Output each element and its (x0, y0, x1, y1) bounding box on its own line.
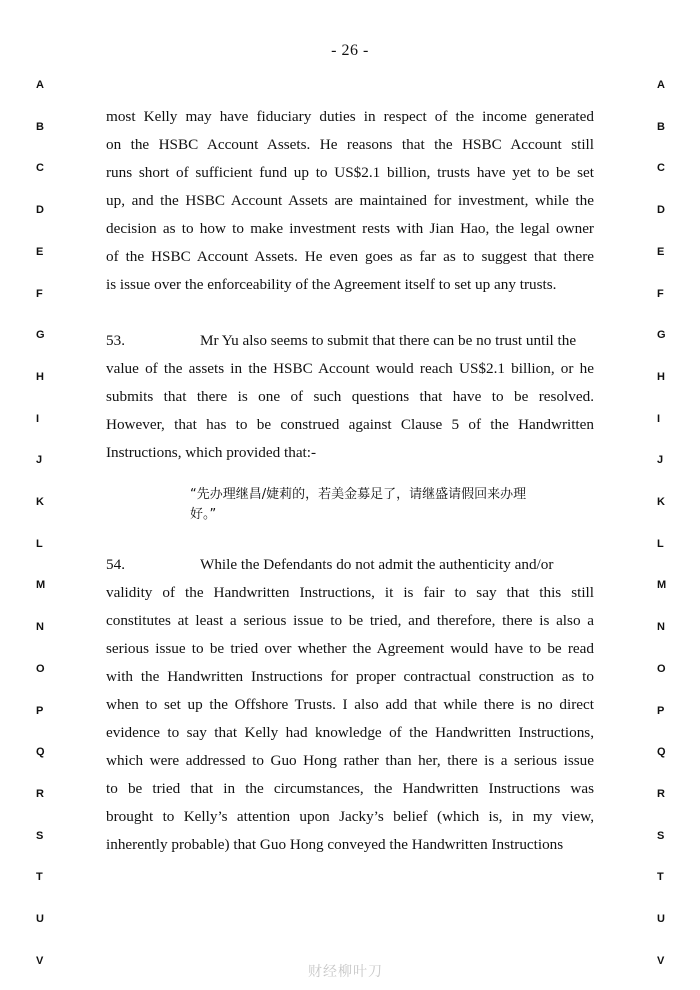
paragraph-continuation (106, 103, 594, 299)
margin-letter-left: C (36, 162, 44, 174)
margin-letter-right: E (657, 246, 665, 258)
text-line: serious issue to be tried over whether the Agreement would have to be read (106, 640, 594, 657)
margin-letter-right: T (657, 871, 664, 883)
text-line: Mr Yu also seems to submit that there can be no trust until the (200, 332, 577, 349)
margin-letter-right: J (657, 454, 664, 466)
margin-letter-left: T (36, 871, 43, 883)
margin-letter-right: G (657, 329, 666, 341)
margin-letter-right: A (657, 79, 665, 91)
margin-letter-left: J (36, 454, 43, 466)
margin-letter-left: N (36, 621, 44, 633)
text-line: on the HSBC Account Assets. He reasons that the HSBC Account still (106, 136, 594, 153)
text-line: with the Handwritten Instructions for proper contractual construction as to (106, 668, 594, 685)
margin-letter-right: M (657, 579, 667, 591)
margin-letter-left: I (36, 413, 40, 425)
margin-letter-left: M (36, 579, 46, 591)
margin-letter-left: K (36, 496, 44, 508)
margin-letter-right: D (657, 204, 665, 216)
margin-letter-left: E (36, 246, 44, 258)
text-line: runs short of sufficient fund up to US$2.1 billion, trusts have yet to be set (106, 164, 594, 181)
margin-letter-left: G (36, 329, 45, 341)
margin-letter-left: U (36, 913, 44, 925)
paragraph-first-line (106, 327, 594, 355)
margin-letter-right: B (657, 121, 665, 133)
margin-letter-right: F (657, 288, 664, 300)
margin-letter-right: I (657, 413, 661, 425)
paragraph-53 (106, 327, 594, 467)
margin-letter-right: L (657, 538, 664, 550)
watermark: 财经柳叶刀 (308, 964, 383, 980)
page-number: - 26 - (331, 42, 369, 59)
margin-letter-right: C (657, 162, 665, 174)
margin-letter-right: Q (657, 746, 666, 758)
text-line: most Kelly may have fiduciary duties in respect of the income generated (106, 108, 594, 125)
margin-letter-left: Q (36, 746, 45, 758)
paragraph-number: 53. (106, 332, 125, 349)
margin-letter-right: P (657, 705, 665, 717)
text-line: brought to Kelly’s attention upon Jacky’s belief (which is, in my view, (106, 808, 594, 825)
text-line: which were addressed to Guo Hong rather than her, there is a serious issue (106, 752, 594, 769)
text-line: when to set up the Offshore Trusts. I also add that while there is no direct (106, 696, 594, 713)
margin-letter-right: K (657, 496, 665, 508)
margin-letter-left: H (36, 371, 44, 383)
margin-letter-left: A (36, 79, 44, 91)
margin-letter-left: B (36, 121, 44, 133)
text-line: up, and the HSBC Account Assets are maintained for investment, while the (106, 192, 594, 209)
margin-letter-left: P (36, 705, 44, 717)
text-line: validity of the Handwritten Instructions, it is fair to say that this still (106, 584, 594, 601)
quoted-chinese-clause (190, 485, 570, 525)
text-line: to be tried that in the circumstances, the Handwritten Instructions was (106, 780, 594, 797)
text-line: inherently probable) that Guo Hong conveyed the Handwritten Instructions (106, 836, 564, 853)
margin-letter-left: O (36, 663, 45, 675)
quote-line: “先办理继昌/婕莉的，若美金募足了，请继盛请假回来办理 (190, 487, 527, 502)
text-line: submits that there is one of such questions that have to be resolved. (106, 388, 594, 405)
text-line: evidence to say that Kelly had knowledge of the Handwritten Instructions, (106, 724, 594, 741)
margin-letter-left: S (36, 830, 44, 842)
margin-letter-right: U (657, 913, 665, 925)
margin-letter-left: D (36, 204, 44, 216)
margin-letter-right: N (657, 621, 665, 633)
text-line: decision as to how to make investment rests with Jian Hao, the legal owner (106, 220, 594, 237)
margin-letter-right: S (657, 830, 665, 842)
margin-letter-right: V (657, 955, 665, 967)
text-line: value of the assets in the HSBC Account would reach US$2.1 billion, or he (106, 360, 594, 377)
margin-letter-left: F (36, 288, 43, 300)
quote-line: 好。” (190, 507, 217, 522)
paragraph-first-line (106, 551, 594, 579)
margin-letter-left: R (36, 788, 44, 800)
margin-letter-left: V (36, 955, 44, 967)
text-line: constitutes at least a serious issue to be tried, and therefore, there is also a (106, 612, 594, 629)
paragraph-54 (106, 551, 594, 859)
margin-letter-left: L (36, 538, 43, 550)
paragraph-number: 54. (106, 556, 125, 573)
text-line: While the Defendants do not admit the authenticity and/or (200, 556, 554, 573)
text-line: However, that has to be construed against Clause 5 of the Handwritten (106, 416, 594, 433)
margin-letter-right: H (657, 371, 665, 383)
text-line: of the HSBC Account Assets. He even goes as far as to suggest that there (106, 248, 594, 265)
text-line: is issue over the enforceability of the Agreement itself to set up any trusts. (106, 276, 557, 293)
text-line: Instructions, which provided that:- (106, 444, 317, 461)
margin-letter-right: O (657, 663, 666, 675)
margin-letter-right: R (657, 788, 665, 800)
